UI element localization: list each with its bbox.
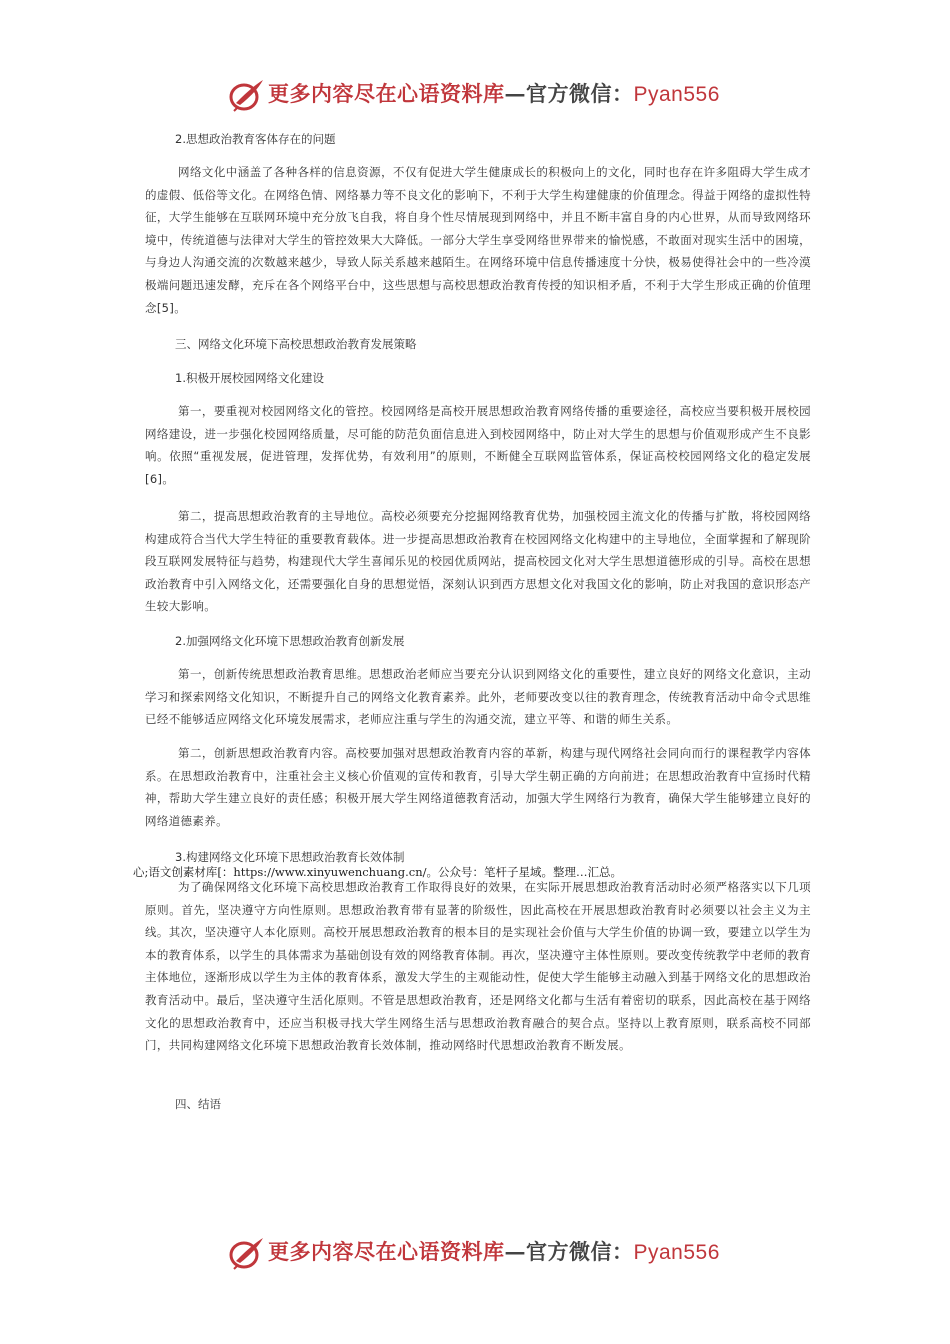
banner-brand: 更多内容尽在心语资料库 (268, 1239, 505, 1264)
section-heading: 2.加强网络文化环境下思想政治教育创新发展 (175, 634, 405, 648)
source-note: 心;语文创素材库[：https://www.xinyuwenchuang.cn/。公众号：笔杆子星域。整理…汇总。 (133, 865, 622, 879)
part-heading: 三、网络文化环境下高校思想政治教育发展策略 (175, 337, 417, 351)
section-heading: 3.构建网络文化环境下思想政治教育长效体制 (175, 850, 405, 864)
footer-banner (0, 1233, 950, 1273)
section-heading: 2.思想政治教育客体存在的问题 (175, 132, 336, 146)
banner-text (268, 79, 720, 110)
paragraph: 第二，提高思想政治教育的主导地位。高校必须要充分挖掘网络教育优势，加强校园主流文化的传播与扩散，将校园网络构建成符合当代大学生特征的重要教育载体。进一步提高思想政治教育在校园网络文化构建中的主导地位，全面掌握和了解现阶段互联网发展特征与趋势，构建现代大学生喜闻乐见的校园优质网站，提高校园文化对大学生思想道德形成的引导。高校在思想政治教育中引入网络文化，还需要强化自身的思想觉悟，深刻认识到西方思想文化对我国文化的影响，防止对我国的意识形态产生较大影响。 (145, 509, 811, 614)
paragraph: 第二，创新思想政治教育内容。高校要加强对思想政治教育内容的革新，构建与现代网络社会同向而行的课程教学内容体系。在思想政治教育中，注重社会主义核心价值观的宣传和教育，引导大学生朝正确的方向前进；在思想政治教育中宣扬时代精神，帮助大学生建立良好的责任感；积极开展大学生网络道德教育活动，加强大学生网络行为教育，确保大学生能够建立良好的网络道德素养。 (145, 746, 811, 828)
paragraph: 第一，创新传统思想政治教育思维。思想政治老师应当要充分认识到网络文化的重要性，建立良好的网络文化意识，主动学习和探索网络文化知识，不断提升自己的网络文化教育素养。此外，老师要改变以往的教育理念，传统教育活动中命令式思维已经不能够适应网络文化环境发展需求，老师应注重与学生的沟通交流，建立平等、和谐的师生关系。 (145, 667, 811, 727)
quill-pen-logo-icon (228, 1235, 266, 1271)
banner-wechat-label: 官方微信： (526, 81, 634, 106)
quill-pen-logo-icon (228, 77, 266, 113)
banner-wechat-id: Pyan556 (633, 1241, 720, 1264)
part-heading: 四、结语 (175, 1097, 221, 1111)
paragraph: 第一，要重视对校园网络文化的管控。校园网络是高校开展思想政治教育网络传播的重要途径，高校应当要积极开展校园网络建设，进一步强化校园网络质量，尽可能的防范负面信息进入到校园网络中，防止对大学生的思想与价值观形成产生不良影响。依照“重视发展，促进管理，发挥优势，有效利用”的原则，不断健全互联网监管体系，保证高校校园网络文化的稳定发展[6]。 (145, 404, 811, 486)
banner-text (268, 1237, 720, 1268)
paragraph: 网络文化中涵盖了各种各样的信息资源，不仅有促进大学生健康成长的积极向上的文化，同时也存在许多阻碍大学生成才的虚假、低俗等文化。在网络色情、网络暴力等不良文化的影响下，不利于大学生构建健康的价值理念。得益于网络的虚拟性特征，大学生能够在互联网环境中充分放飞自我，将自身个性尽情展现到网络中，并且不断丰富自身的内心世界，从而导致网络环境中，传统道德与法律对大学生的管控效果大大降低。一部分大学生享受网络世界带来的愉悦感，不敢面对现实生活中的困境，与身边人沟通交流的次数越来越少，导致人际关系越来越陌生。在网络环境中信息传播速度十分快，极易使得社会中的一些冷漠极端问题迅速发酵，充斥在各个网络平台中，这些思想与高校思想政治教育传授的知识相矛盾，不利于大学生形成正确的价值理念[5]。 (145, 165, 811, 315)
header-banner (0, 75, 950, 115)
banner-brand: 更多内容尽在心语资料库 (268, 81, 505, 106)
banner-wechat-label: 官方微信： (526, 1239, 634, 1264)
banner-separator: — (504, 81, 526, 106)
banner-wechat-id: Pyan556 (633, 83, 720, 106)
paragraph: 为了确保网络文化环境下高校思想政治教育工作取得良好的效果，在实际开展思想政治教育活动时必须严格落实以下几项原则。首先，坚决遵守方向性原则。思想政治教育带有显著的阶级性，因此高校在开展思想政治教育时必须要以社会主义为主线。其次，坚决遵守人本化原则。高校开展思想政治教育的根本目的是实现社会价值与大学生价值的协调一致，要建立以学生为本的教育体系，以学生的具体需求为基础创设有效的网络教育体制。再次，坚决遵守主体性原则。要改变传统教学中老师的教育主体地位，逐渐形成以学生为主体的教育体系，激发大学生的主观能动性，促使大学生能够主动融入到基于网络文化的思想政治教育活动中。最后，坚决遵守生活化原则。不管是思想政治教育，还是网络文化都与生活有着密切的联系，因此高校在基于网络文化的思想政治教育中，还应当积极寻找大学生网络生活与思想政治教育融合的契合点。坚持以上教育原则，联系高校不同部门，共同构建网络文化环境下思想政治教育长效体制，推动网络时代思想政治教育不断发展。 (145, 880, 811, 1053)
section-heading: 1.积极开展校园网络文化建设 (175, 371, 324, 385)
banner-separator: — (504, 1239, 526, 1264)
